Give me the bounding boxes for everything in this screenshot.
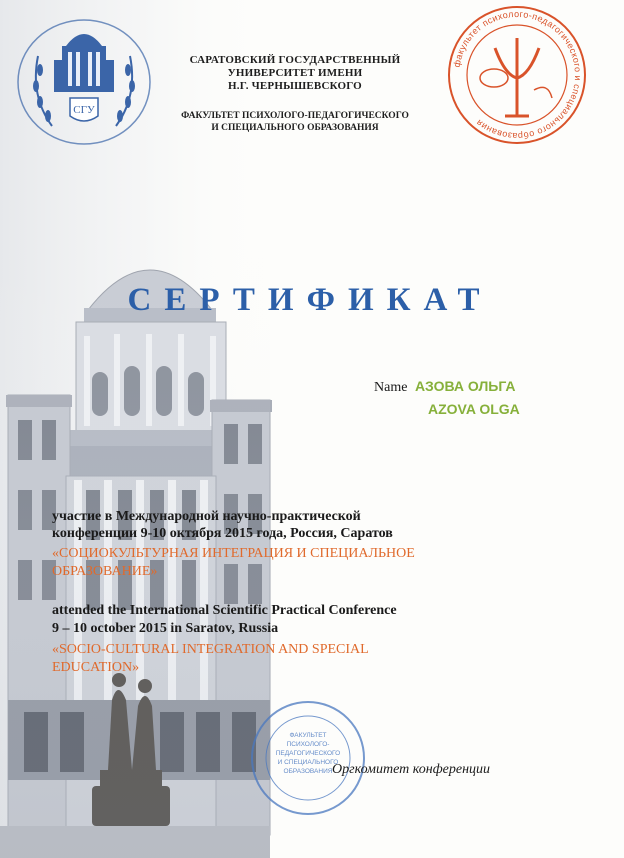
university-name	[150, 54, 440, 93]
stamp-line-4: И СПЕЦИАЛЬНОГО	[277, 759, 339, 766]
logo-text: СГУ	[73, 104, 95, 116]
en-line-1: attended the International Scientific Practical Conference	[52, 603, 397, 618]
certificate-title: СЕРТИФИКАТ	[127, 282, 493, 318]
faculty-name	[150, 110, 440, 134]
organizing-committee-signature: Оргкомитет конференции	[332, 762, 491, 777]
name-label: Name	[374, 380, 408, 395]
stamp-line-5: ОБРАЗОВАНИЯ	[283, 768, 333, 775]
faculty-line-1: ФАКУЛЬТЕТ ПСИХОЛОГО-ПЕДАГОГИЧЕСКОГО	[181, 111, 409, 121]
university-line-2: УНИВЕРСИТЕТ ИМЕНИ	[227, 67, 363, 79]
en-theme-line-1: «SOCIO-CULTURAL INTEGRATION AND SPECIAL	[52, 642, 369, 657]
faculty-seal	[449, 7, 585, 143]
ru-theme-line-1: «СОЦИОКУЛЬТУРНАЯ ИНТЕГРАЦИЯ И СПЕЦИАЛЬНОЕ	[52, 546, 415, 561]
building-illustration	[0, 230, 272, 858]
faculty-line-2: И СПЕЦИАЛЬНОГО ОБРАЗОВАНИЯ	[211, 123, 379, 133]
stamp-line-2: ПСИХОЛОГО-	[286, 741, 330, 748]
seal-ring-text: факультет психолого-педагогического и специального образования	[451, 8, 584, 142]
ru-line-1: участие в Международной научно-практической	[52, 509, 361, 524]
name-row	[374, 378, 516, 396]
ru-theme-line-2: ОБРАЗОВАНИЕ»	[52, 564, 158, 579]
university-line-1: САРАТОВСКИЙ ГОСУДАРСТВЕННЫЙ	[189, 54, 401, 66]
ru-line-2: конференции 9-10 октября 2015 года, Россия, Саратов	[52, 526, 393, 541]
recipient-name-ru: АЗОВА ОЛЬГА	[414, 378, 516, 394]
recipient-name-en: AZOVA OLGA	[428, 401, 520, 417]
stamp-line-3: ПЕДАГОГИЧЕСКОГО	[275, 750, 341, 757]
en-theme-line-2: EDUCATION»	[52, 660, 140, 675]
stamp-line-1: ФАКУЛЬТЕТ	[289, 732, 327, 739]
university-line-3: Н.Г. ЧЕРНЫШЕВСКОГО	[228, 80, 362, 92]
en-line-2: 9 – 10 october 2015 in Saratov, Russia	[52, 621, 279, 636]
